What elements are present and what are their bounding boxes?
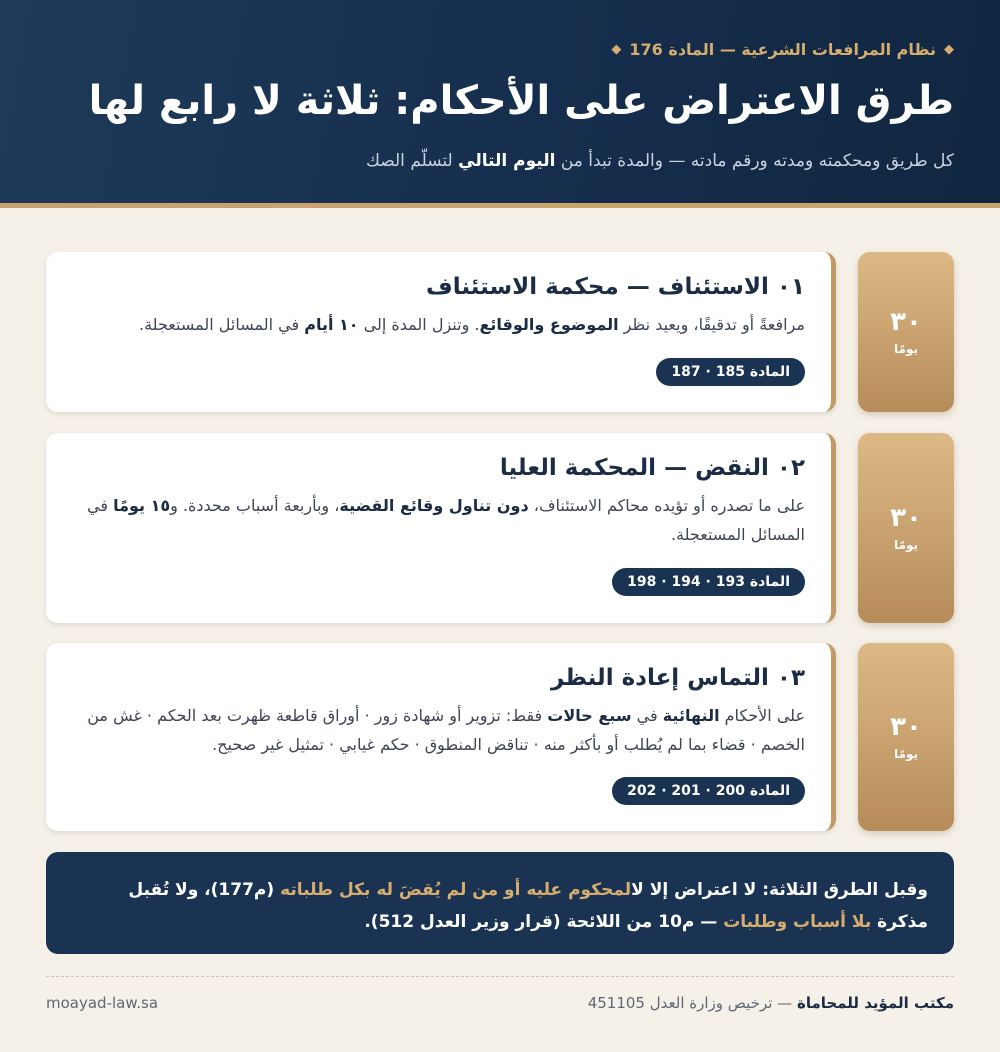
duration-number: ٣٠ <box>890 711 922 742</box>
route-title: ٠٣ التماس إعادة النظر <box>550 665 805 691</box>
desc-bold: ١٥ يومًا <box>113 496 171 515</box>
desc-bold: دون تناول وقائع القضية <box>339 496 529 515</box>
route-card <box>46 433 836 623</box>
page-header <box>0 0 1000 208</box>
desc-bold: سبع حالات <box>547 706 632 725</box>
route-row-cassation <box>46 433 954 623</box>
route-title: ٠١ الاستئناف — محكمة الاستئناف <box>426 274 805 300</box>
duration-number: ٣٠ <box>890 502 922 533</box>
desc-part: في المسائل المستعجلة. <box>139 315 305 334</box>
duration-unit: يومًا <box>894 342 918 357</box>
note-text: وقبل الطرق الثلاثة: لا اعتراض إلا ل <box>631 880 928 900</box>
diamond-icon: ◆ <box>611 42 622 57</box>
route-description <box>72 310 805 339</box>
firm-name: مكتب المؤيد للمحاماة <box>796 994 954 1012</box>
desc-bold: النهائية <box>662 706 720 725</box>
desc-part: فقط: تزوير أو شهادة زور · أوراق قاطعة ظهرت بعد الحكم · غش من الخصم · قضاء بما لم يُطلب أو بأكثر منه · تناقض المنطوق · حكم غيابي · تمثيل غير صحيح. <box>87 706 805 754</box>
route-row-appeal <box>46 252 954 412</box>
route-description <box>72 701 805 759</box>
footer-website[interactable]: moayad-law.sa <box>46 994 159 1012</box>
page-title: طرق الاعتراض على الأحكام: ثلاثة لا رابع لها <box>88 78 954 124</box>
desc-part: مرافعةً أو تدقيقًا، ويعيد نظر <box>618 315 805 334</box>
kicker <box>611 40 954 59</box>
duration-unit: يومًا <box>894 747 918 762</box>
note-text: — م10 من اللائحة (قرار وزير العدل 512). <box>364 912 724 932</box>
prerequisite-note <box>46 852 954 954</box>
desc-part: على الأحكام <box>719 706 805 725</box>
desc-part: على ما تصدره أو تؤيده محاكم الاستئناف، <box>528 496 805 515</box>
duration-number: ٣٠ <box>890 306 922 337</box>
route-description <box>72 491 805 549</box>
desc-part: ، وبأربعة أسباب محددة. و <box>170 496 340 515</box>
subtitle-bold: اليوم التالي <box>458 151 556 171</box>
kicker-text: نظام المرافعات الشرعية — المادة 176 <box>629 40 936 59</box>
route-card <box>46 643 836 831</box>
duration-badge <box>858 643 954 831</box>
route-card <box>46 252 836 412</box>
subtitle-pre: كل طريق ومحكمته ومدته ورقم مادته — والمدة تبدأ من <box>555 151 954 171</box>
articles-pill: المادة 185 · 187 <box>656 358 805 386</box>
note-highlight: المحكوم عليه أو من لم يُقضَ له بكل طلباته <box>280 880 632 900</box>
route-title: ٠٢ النقض — المحكمة العليا <box>499 455 805 481</box>
note-text: (م177)، ولا تُقبل مذكرة <box>128 880 928 932</box>
desc-part: في <box>631 706 663 725</box>
articles-pill: المادة 193 · 194 · 198 <box>612 568 805 596</box>
duration-badge <box>858 252 954 412</box>
desc-bold: ١٠ أيام <box>304 315 359 334</box>
desc-part: في المسائل المستعجلة. <box>86 496 805 544</box>
diamond-icon: ◆ <box>944 42 954 57</box>
page-subtitle <box>366 151 954 171</box>
route-row-reconsideration <box>46 643 954 831</box>
duration-badge <box>858 433 954 623</box>
footer-firm <box>588 994 954 1012</box>
articles-pill: المادة 200 · 201 · 202 <box>612 777 805 805</box>
subtitle-post: لتسلّم الصك <box>365 151 459 171</box>
firm-license: — ترخيص وزارة العدل 451105 <box>587 994 797 1012</box>
footer-divider <box>46 976 954 977</box>
duration-unit: يومًا <box>894 538 918 553</box>
desc-part: . وتنزل المدة إلى <box>358 315 480 334</box>
note-highlight: بلا أسباب وطلبات <box>723 912 872 932</box>
desc-bold: الموضوع والوقائع <box>479 315 619 334</box>
